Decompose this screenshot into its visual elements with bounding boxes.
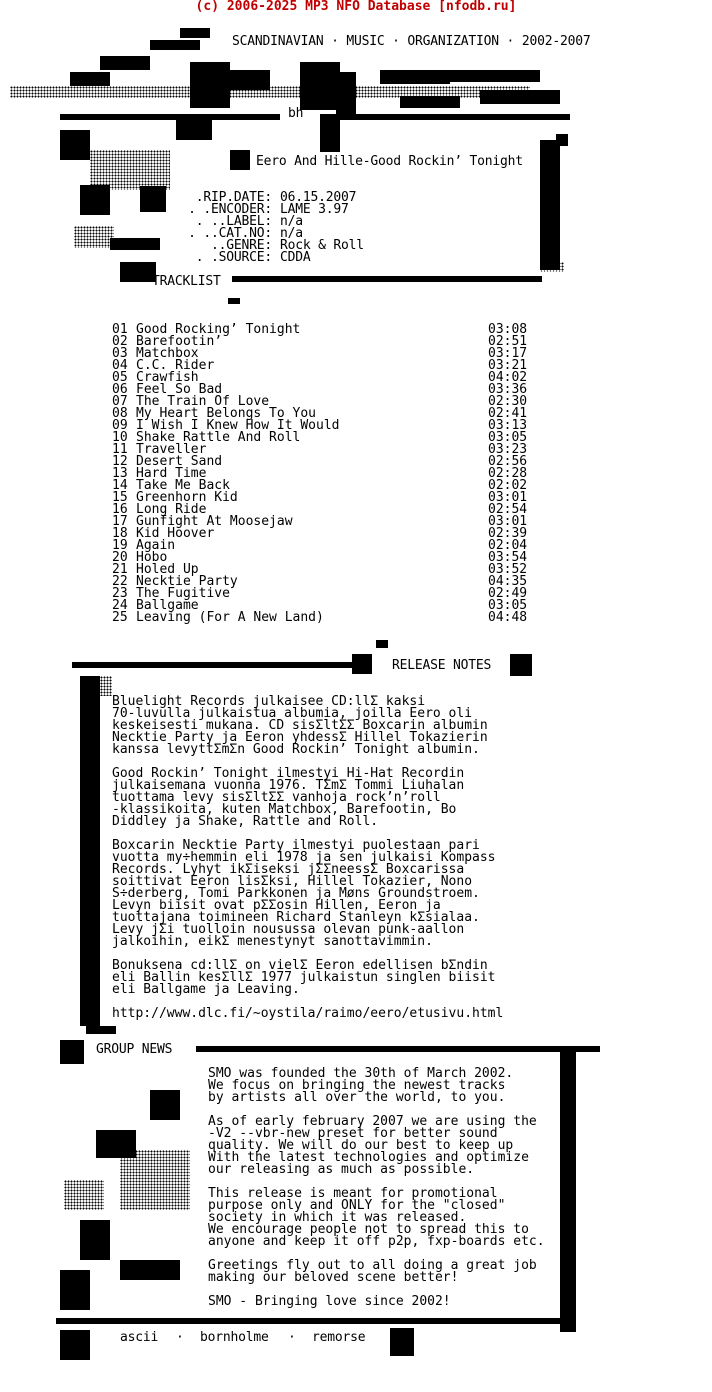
track-title: Long Ride [136, 502, 207, 517]
meta-label: .RIP.DATE: [195, 190, 272, 205]
track-title: Kid Hoover [136, 526, 215, 541]
meta-label: . .SOURCE: [195, 250, 272, 265]
track-number: 01 [112, 322, 128, 337]
track-number: 19 [112, 538, 128, 553]
track-duration: 02:56 [488, 454, 528, 469]
footer-separator: · [176, 1330, 184, 1345]
release-title: Eero And Hille-Good Rockin’ Tonight [256, 154, 523, 169]
banner-tagline: SCANDINAVIAN · MUSIC · ORGANIZATION · 2002-2007 [232, 34, 591, 49]
track-title: Leaving (For A New Land) [136, 610, 324, 625]
meta-label: . ..CAT.NO: [188, 226, 272, 241]
track-title: Crawfish [136, 370, 199, 385]
track-duration: 02:54 [488, 502, 528, 517]
track-duration: 03:54 [488, 550, 528, 565]
group-news-paragraph: Greetings fly out to all doing a great job making our beloved scene better! [208, 1258, 537, 1285]
footer-separator: · [288, 1330, 296, 1345]
track-duration: 03:01 [488, 514, 528, 529]
track-duration: 02:02 [488, 478, 528, 493]
track-duration: 02:51 [488, 334, 528, 349]
track-number: 11 [112, 442, 128, 457]
track-duration: 03:01 [488, 490, 528, 505]
release-notes-heading: RELEASE NOTES [392, 658, 492, 673]
track-title: Necktie Party [136, 574, 238, 589]
track-duration: 03:13 [488, 418, 528, 433]
track-title: Feel So Bad [136, 382, 223, 397]
track-duration: 04:35 [488, 574, 528, 589]
track-number: 09 [112, 418, 128, 433]
release-notes-paragraph: Bluelight Records julkaisee CD:llΣ kaksi 70-luvulla julkaistua albumia, joilla Eero oli keskeisesti mukana. CD sisΣltΣΣ Boxcarin albumin Necktie Party ja Eeron yhdessΣ Hillel Tokazierin kanssa levyttΣmΣn Good Rockin’ Tonight albumin. [112, 694, 488, 757]
meta-value: n/a [280, 226, 303, 241]
track-duration: 03:05 [488, 430, 528, 445]
track-number: 13 [112, 466, 128, 481]
track-number: 12 [112, 454, 128, 469]
track-row [112, 540, 532, 552]
track-duration: 04:48 [488, 610, 528, 625]
track-number: 07 [112, 394, 128, 409]
track-duration: 03:21 [488, 358, 528, 373]
track-duration: 02:28 [488, 466, 528, 481]
track-title: Hobo [136, 550, 168, 565]
meta-value: n/a [280, 214, 303, 229]
track-title: The Fugitive [136, 586, 230, 601]
track-title: Matchbox [136, 346, 199, 361]
group-news-paragraph: As of early february 2007 we are using the -V2 --vbr-new preset for better sound quality. We will do our best to keep up With the latest technologies and optimize our releasing as much as possible. [208, 1114, 537, 1177]
footer-credit: ascii [120, 1330, 159, 1345]
track-title: The Train Of Love [136, 394, 270, 409]
release-notes-paragraph: Good Rockin’ Tonight ilmestyi Hi-Hat Recordin julkaisemana vuonna 1976. TΣmΣ Tommi Liuhalan tuottama levy sisΣltΣΣ vanhoja rock’n’roll -klassikoita, kuten Matchbox, Barefootin, Bo Diddley ja Shake, Rattle and Roll. [112, 766, 465, 829]
track-title: Ballgame [136, 598, 199, 613]
meta-value: LAME 3.97 [280, 202, 349, 217]
track-title: Holed Up [136, 562, 199, 577]
track-title: I Wish I Knew How It Would [136, 418, 340, 433]
track-title: Hard Time [136, 466, 207, 481]
track-number: 20 [112, 550, 128, 565]
track-number: 16 [112, 502, 128, 517]
track-duration: 03:52 [488, 562, 528, 577]
track-number: 23 [112, 586, 128, 601]
track-row [112, 612, 532, 624]
track-duration: 03:23 [488, 442, 528, 457]
ascii-artist-signature: bh [288, 106, 304, 121]
track-title: Again [136, 538, 176, 553]
footer-credit: bornholme [200, 1330, 269, 1345]
track-duration: 02:30 [488, 394, 528, 409]
meta-label: ..GENRE: [210, 238, 272, 253]
meta-label: . ..LABEL: [195, 214, 272, 229]
tracklist-heading: TRACKLIST [152, 274, 221, 289]
track-row [112, 528, 532, 540]
track-title: Shake Rattle And Roll [136, 430, 301, 445]
track-duration: 03:05 [488, 598, 528, 613]
group-news-paragraph: SMO was founded the 30th of March 2002. We focus on bringing the newest tracks by artists all over the world, to you. [208, 1066, 514, 1105]
site-credit: (c) 2006-2025 MP3 NFO Database [nfodb.ru] [195, 0, 517, 14]
track-number: 14 [112, 478, 128, 493]
meta-value: CDDA [280, 250, 311, 265]
meta-label: . .ENCODER: [188, 202, 272, 217]
track-duration: 02:41 [488, 406, 528, 421]
release-notes-link[interactable]: http://www.dlc.fi/~oystila/raimo/eero/etusivu.html [112, 1006, 504, 1021]
track-duration: 04:02 [488, 370, 528, 385]
track-duration: 02:39 [488, 526, 528, 541]
track-duration: 02:04 [488, 538, 528, 553]
track-number: 04 [112, 358, 128, 373]
group-news-paragraph: This release is meant for promotional purpose only and ONLY for the "closed" society in which it was released. We encourage people not to spread this to anyone and keep it off p2p, fxp-boards etc. [208, 1186, 545, 1249]
release-notes-paragraph: Bonuksena cd:llΣ on vielΣ Eeron edellisen bΣndin eli Ballin kesΣllΣ 1977 julkaistun singlen biisit eli Ballgame ja Leaving. [112, 958, 496, 997]
track-number: 05 [112, 370, 128, 385]
track-number: 25 [112, 610, 128, 625]
track-number: 21 [112, 562, 128, 577]
track-title: My Heart Belongs To You [136, 406, 317, 421]
track-title: Traveller [136, 442, 207, 457]
meta-value: 06.15.2007 [280, 190, 357, 205]
track-duration: 03:17 [488, 346, 528, 361]
release-notes-paragraph: Boxcarin Necktie Party ilmestyi puolestaan pari vuotta my÷hemmin eli 1978 ja sen julkaisi Kompass Records. Lyhyt ikΣiseksi jΣΣneessΣ Boxcarissa soittivat Eeron lisΣksi, Hillel Tokazier, Nono S÷derberg, Tomi Parkkonen ja Møns Groundstroem. Levyn biisit ovat pΣΣosin Hillen, Eeron ja tuottajana toimineen Richard Stanleyn kΣsialaa. Levy jΣi tuolloin nousussa olevan punk-aallon jalkoihin, eikΣ menestynyt sanottavimmin. [112, 838, 496, 949]
track-number: 06 [112, 382, 128, 397]
track-duration: 03:08 [488, 322, 528, 337]
track-title: Barefootin’ [136, 334, 223, 349]
track-number: 17 [112, 514, 128, 529]
track-title: Take Me Back [136, 478, 230, 493]
group-news-paragraph: SMO - Bringing love since 2002! [208, 1294, 451, 1309]
track-number: 10 [112, 430, 128, 445]
track-title: Greenhorn Kid [136, 490, 238, 505]
track-number: 22 [112, 574, 128, 589]
track-number: 02 [112, 334, 128, 349]
track-title: C.C. Rider [136, 358, 215, 373]
track-duration: 03:36 [488, 382, 528, 397]
group-news-heading: GROUP NEWS [96, 1042, 173, 1057]
track-number: 03 [112, 346, 128, 361]
track-title: Desert Sand [136, 454, 223, 469]
track-number: 18 [112, 526, 128, 541]
footer-credit: remorse [312, 1330, 366, 1345]
track-title: Gunfight At Moosejaw [136, 514, 293, 529]
track-number: 24 [112, 598, 128, 613]
track-title: Good Rocking’ Tonight [136, 322, 301, 337]
meta-value: Rock & Roll [280, 238, 364, 253]
track-number: 08 [112, 406, 128, 421]
track-number: 15 [112, 490, 128, 505]
track-duration: 02:49 [488, 586, 528, 601]
